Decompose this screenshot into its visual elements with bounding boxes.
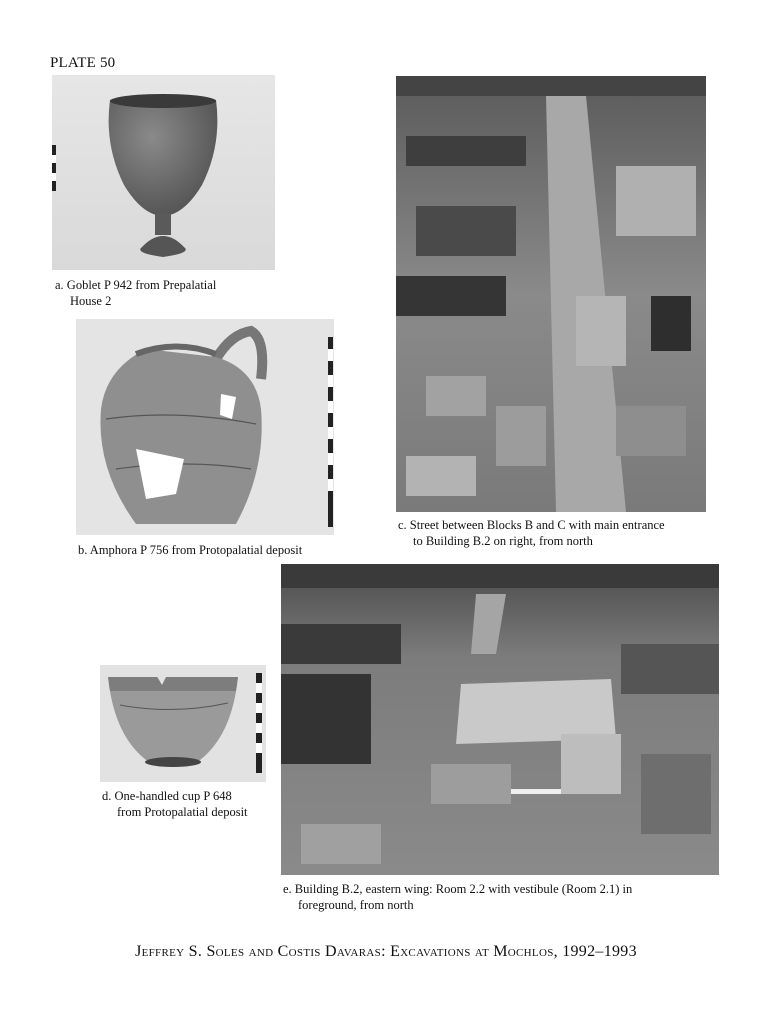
page-footer: Jeffrey S. Soles and Costis Davaras: Excavations at Mochlos, 1992–1993 [135, 943, 637, 960]
photo-cup [100, 665, 266, 782]
photo-street [396, 76, 706, 512]
caption-d-line2: from Protopalatial deposit [117, 805, 248, 819]
caption-b [78, 542, 302, 558]
caption-c-line2: to Building B.2 on right, from north [413, 534, 593, 548]
caption-a [55, 277, 216, 309]
caption-e [283, 881, 632, 913]
caption-d-line1: d. One-handled cup P 648 [102, 789, 232, 803]
photo-goblet [52, 75, 275, 270]
photo-building [281, 564, 719, 875]
caption-e-line1: e. Building B.2, eastern wing: Room 2.2 with vestibule (Room 2.1) in [283, 882, 633, 896]
caption-a-line2: House 2 [70, 294, 112, 308]
caption-e-line2: foreground, from north [298, 898, 414, 912]
caption-b-line1: b. Amphora P 756 from Protopalatial deposit [78, 543, 303, 557]
caption-d [102, 788, 248, 820]
plate-title: PLATE 50 [50, 55, 116, 71]
photo-amphora [76, 319, 334, 535]
caption-c-line1: c. Street between Blocks B and C with main entrance [398, 518, 665, 532]
caption-c [398, 517, 665, 549]
caption-a-line1: a. Goblet P 942 from Prepalatial [55, 278, 217, 292]
